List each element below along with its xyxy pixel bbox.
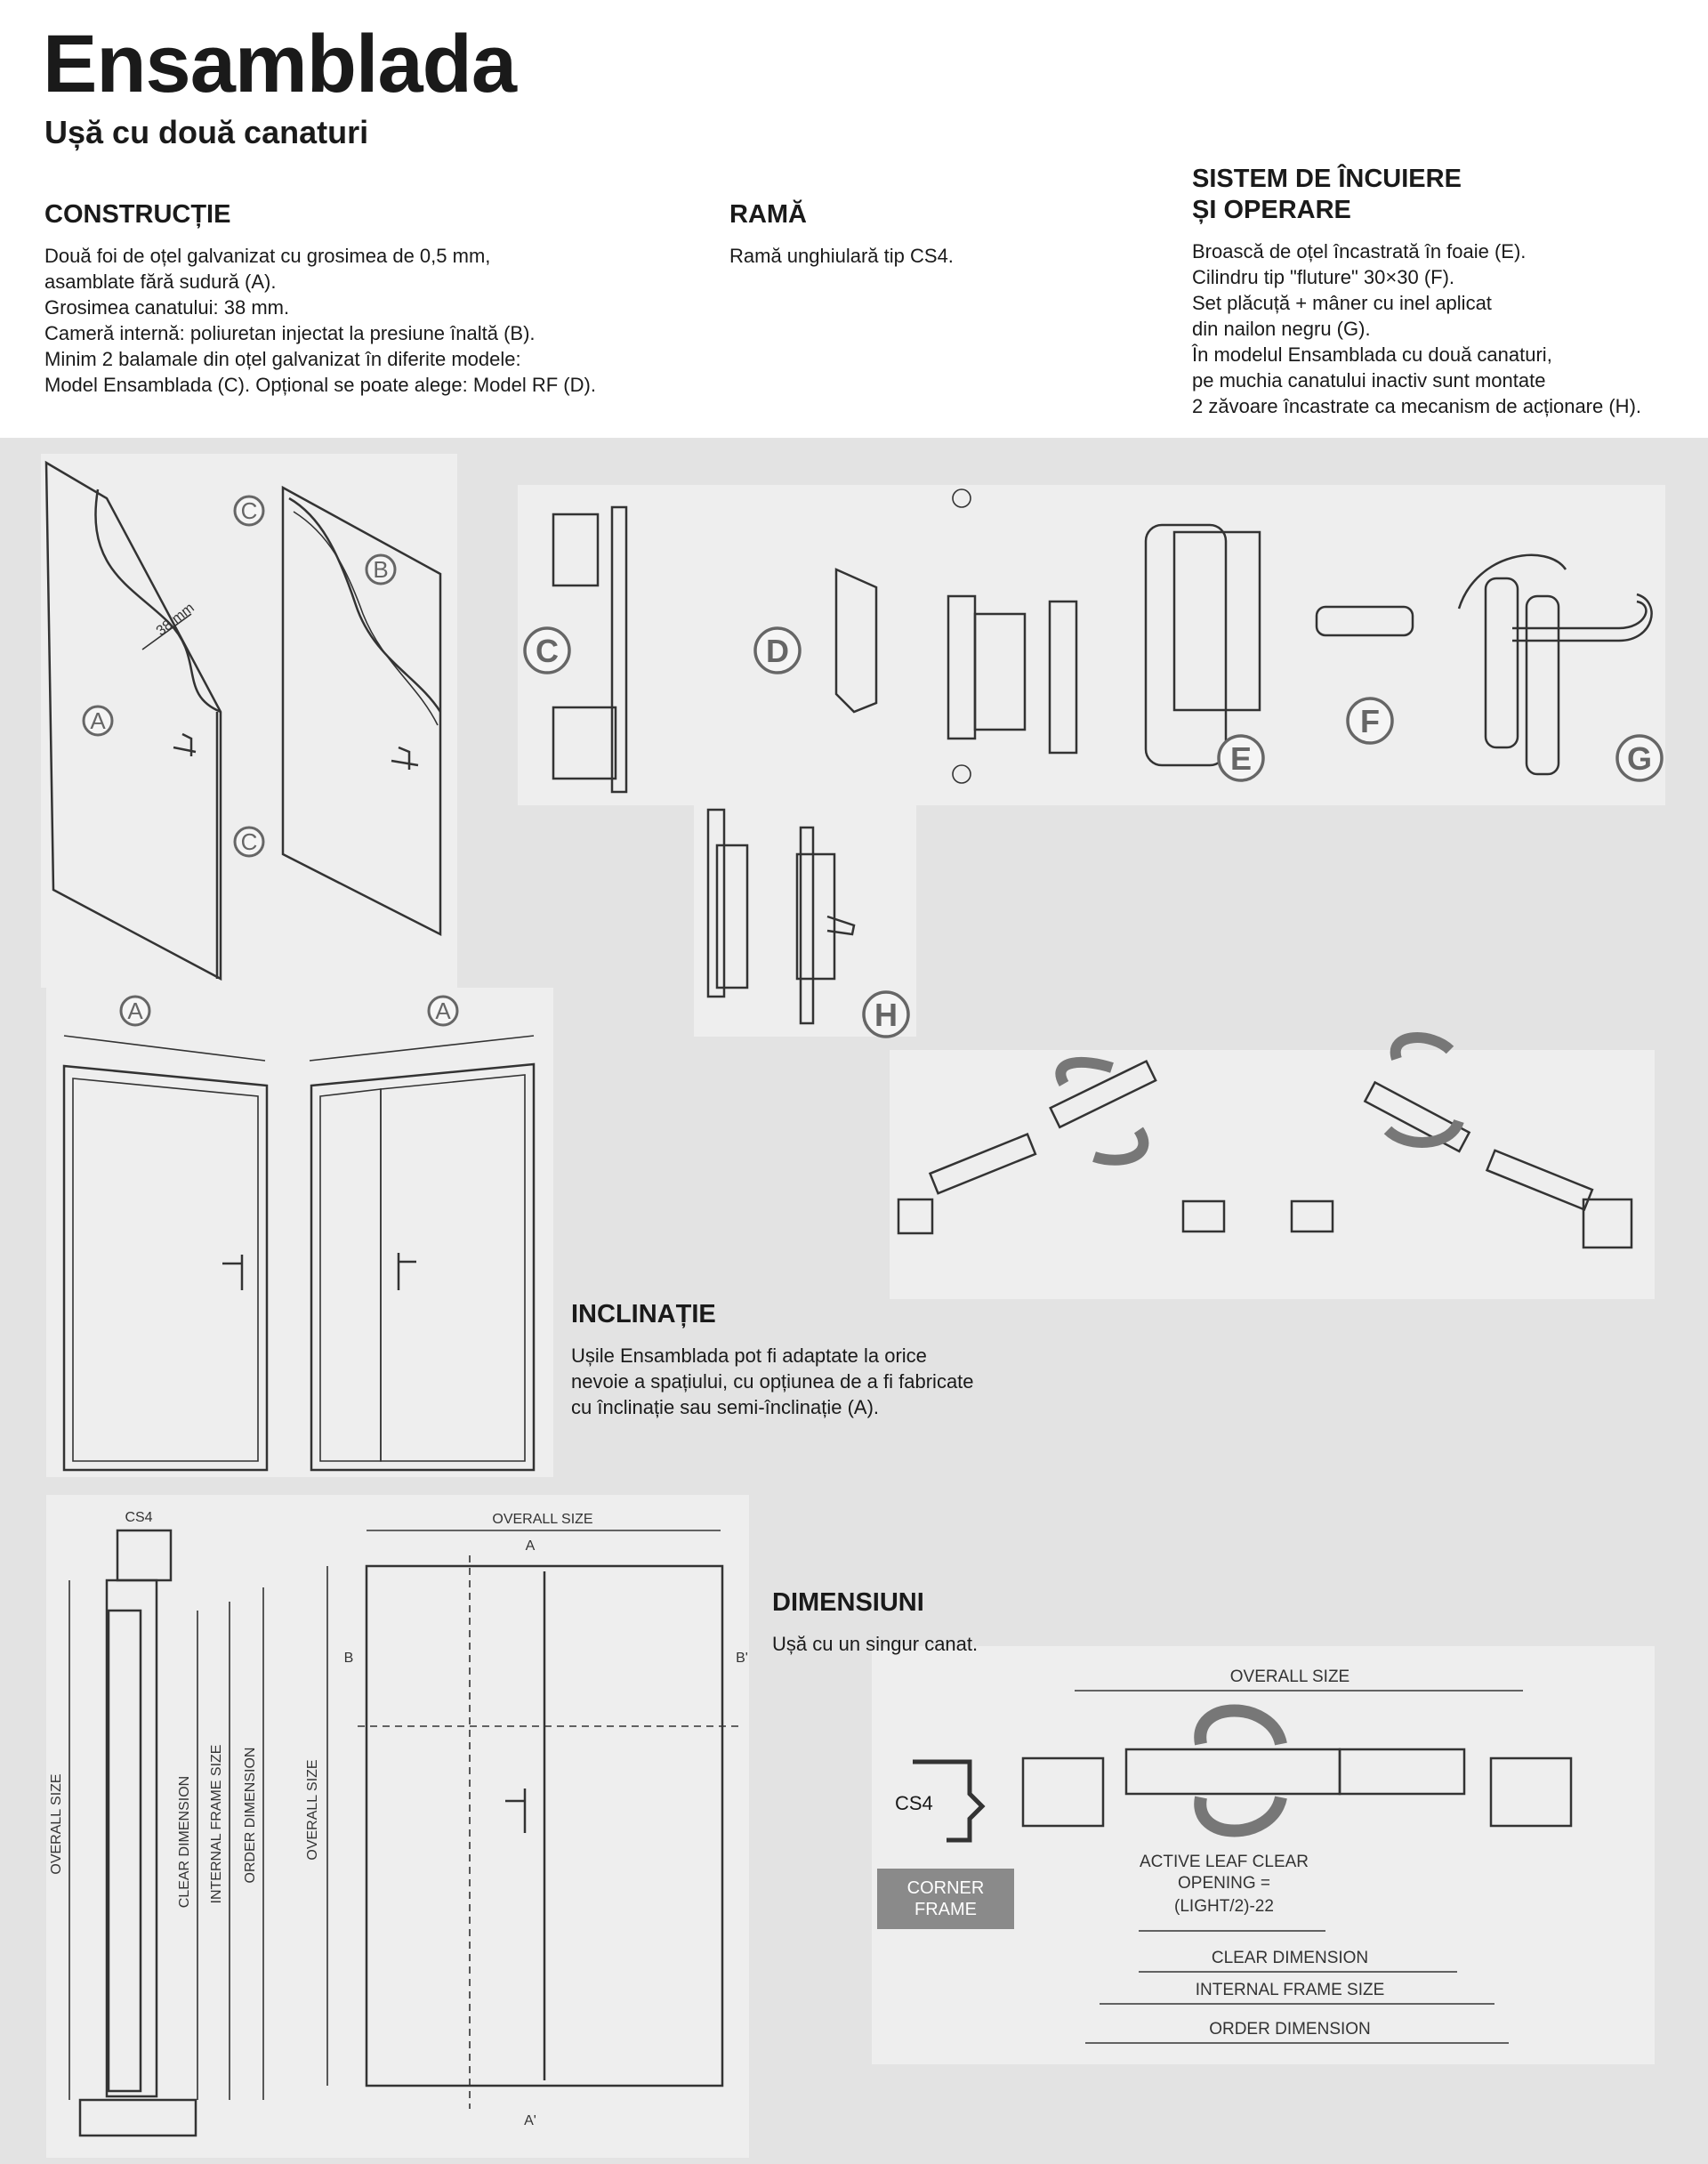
active-leaf-label-2: OPENING = bbox=[1178, 1874, 1270, 1893]
corner-frame-line: FRAME bbox=[914, 1900, 977, 1919]
text-line: În modelul Ensamblada cu două canaturi, bbox=[1192, 343, 1552, 366]
label-A-circle bbox=[84, 707, 112, 735]
corner-frame-line: CORNER bbox=[906, 1878, 985, 1898]
handle-icon bbox=[173, 734, 196, 756]
plan-wall-right bbox=[1491, 1758, 1571, 1826]
text-line: Model Ensamblada (C). Opțional se poate alege: Model RF (D). bbox=[44, 373, 596, 396]
hinge-d-drawing bbox=[836, 569, 876, 712]
text-line: Minim 2 balamale din oțel galvanizat în diferite modele: bbox=[44, 347, 521, 370]
label-A-circle bbox=[121, 997, 149, 1025]
handle-icon bbox=[222, 1255, 242, 1290]
label-C-circle bbox=[235, 497, 263, 525]
wall bbox=[107, 1580, 157, 2096]
hinge-c-plate-bottom bbox=[553, 707, 616, 779]
handle-icon bbox=[399, 1253, 416, 1290]
text-line: cu înclinație sau semi-înclinație (A). bbox=[571, 1395, 880, 1418]
order-dimension-label: ORDER DIMENSION bbox=[1209, 2020, 1371, 2039]
double-door-leaf-left bbox=[320, 1089, 381, 1461]
inclination-section bbox=[571, 1299, 1034, 1420]
front-label-B: B bbox=[343, 1651, 354, 1666]
handle-icon bbox=[505, 1789, 525, 1833]
handle-plate bbox=[1486, 578, 1518, 747]
internal-frame-label: INTERNAL FRAME SIZE bbox=[1195, 1981, 1385, 1999]
svg-text:C: C bbox=[240, 828, 258, 855]
foam-core-curve-2 bbox=[294, 512, 438, 725]
foam-core-curve bbox=[289, 498, 440, 712]
text-line: Două foi de oțel galvanizat cu grosimea de 0,5 mm, bbox=[44, 244, 491, 267]
text-line: Ramă unghiulară tip CS4. bbox=[729, 244, 954, 267]
page-subtitle: Ușă cu două canaturi bbox=[44, 114, 369, 150]
text-line: Broască de oțel încastrată în foaie (E). bbox=[1192, 239, 1527, 262]
frame-section bbox=[1183, 1201, 1224, 1231]
floor bbox=[80, 2100, 196, 2136]
svg-text:D: D bbox=[766, 633, 789, 669]
svg-text:C: C bbox=[536, 633, 559, 669]
door-leaf-open-left bbox=[931, 1134, 1035, 1193]
cs4-section-label: CS4 bbox=[125, 1510, 153, 1525]
dimensions-heading: DIMENSIUNI bbox=[772, 1588, 924, 1617]
svg-text:B: B bbox=[373, 556, 389, 583]
label-C-circle bbox=[235, 828, 263, 856]
label-H-big bbox=[864, 992, 908, 1037]
text-line: Set plăcuță + mâner cu inel aplicat bbox=[1192, 291, 1492, 314]
hinge-rf-plate bbox=[975, 614, 1025, 730]
hinge-rf-cap bbox=[953, 765, 971, 783]
inclination-dim-line bbox=[310, 1036, 534, 1061]
text-line: 2 zăvoare încastrate ca mecanism de acționare (H). bbox=[1192, 394, 1642, 417]
handle-ring-left bbox=[1060, 1062, 1143, 1160]
text-line: Cilindru tip "fluture" 30×30 (F). bbox=[1192, 265, 1455, 288]
front-label-A: A bbox=[525, 1538, 536, 1554]
corner-frame-text bbox=[907, 1877, 985, 1920]
handle-lever bbox=[1512, 594, 1652, 641]
heading-line: ȘI OPERARE bbox=[1192, 195, 1351, 224]
label-F-big bbox=[1348, 698, 1392, 743]
handle-lever-back bbox=[1459, 555, 1566, 609]
clear-dimension-label: CLEAR DIMENSION bbox=[1211, 1949, 1369, 1967]
label-E-big bbox=[1219, 736, 1263, 780]
mortise-lock bbox=[1146, 525, 1226, 765]
double-door-leaf-right bbox=[381, 1075, 525, 1461]
internal-frame-label: INTERNAL FRAME SIZE bbox=[209, 1744, 224, 1904]
frame-heading: RAMĂ bbox=[729, 200, 807, 229]
door-leaf-left bbox=[46, 463, 221, 979]
order-dimension-label: ORDER DIMENSION bbox=[243, 1747, 258, 1884]
active-leaf-label-3: (LIGHT/2)-22 bbox=[1174, 1897, 1274, 1916]
mortise-lock-case bbox=[1174, 532, 1260, 710]
front-label-A2: A' bbox=[524, 2113, 536, 2128]
svg-text:A: A bbox=[90, 707, 106, 734]
text-line: Cameră internă: poliuretan injectat la presiune înaltă (B). bbox=[44, 321, 536, 344]
heading-line: SISTEM DE ÎNCUIERE bbox=[1192, 165, 1462, 193]
inclination-dim-line bbox=[64, 1036, 265, 1061]
double-door-frame bbox=[311, 1064, 534, 1470]
cs4-label: CS4 bbox=[895, 1792, 933, 1814]
flush-bolt-lever bbox=[827, 916, 854, 934]
corner-frame-badge bbox=[877, 1869, 1014, 1929]
text-line: Ușile Ensamblada pot fi adaptate la orice bbox=[571, 1344, 927, 1367]
handle-icon bbox=[391, 747, 418, 770]
cylinder bbox=[1317, 607, 1413, 635]
label-A-circle bbox=[429, 997, 457, 1025]
hinge-c-pin bbox=[612, 507, 626, 792]
svg-text:A: A bbox=[127, 997, 143, 1024]
inclination-heading: INCLINAȚIE bbox=[571, 1300, 716, 1328]
frame-section bbox=[1292, 1201, 1333, 1231]
frame-section-right bbox=[1583, 1199, 1631, 1248]
frame-section-left bbox=[898, 1199, 932, 1233]
svg-text:E: E bbox=[1229, 740, 1253, 777]
dimensions-section bbox=[772, 1587, 1217, 1657]
overall-size-label: OVERALL SIZE bbox=[492, 1512, 593, 1527]
text-line: nevoie a spațiului, cu opțiunea de a fi fabricate bbox=[571, 1369, 974, 1393]
svg-text:G: G bbox=[1626, 740, 1653, 777]
text-line: asamblate fără sudură (A). bbox=[44, 270, 277, 293]
svg-text:C: C bbox=[240, 497, 258, 524]
plan-leaf-inactive bbox=[1340, 1749, 1464, 1794]
label-C-big bbox=[525, 628, 569, 673]
hinge-c-plate-top bbox=[553, 514, 598, 585]
plan-leaf-active bbox=[1126, 1749, 1340, 1794]
overall-size-label: OVERALL SIZE bbox=[49, 1773, 64, 1875]
clear-dimension-label: CLEAR DIMENSION bbox=[177, 1775, 192, 1909]
inclination-text bbox=[571, 1343, 1034, 1420]
single-door-frame bbox=[64, 1066, 267, 1470]
plan-wall-left bbox=[1023, 1758, 1103, 1826]
text-line: Grosimea canatului: 38 mm. bbox=[44, 295, 290, 319]
front-label-B2: B' bbox=[736, 1651, 748, 1666]
active-leaf-label-1: ACTIVE LEAF CLEAR bbox=[1139, 1853, 1309, 1871]
door-leaf-right bbox=[283, 488, 440, 934]
hinge-rf-barrel bbox=[948, 596, 975, 739]
overall-size-label: OVERALL SIZE bbox=[305, 1759, 320, 1861]
svg-text:A: A bbox=[435, 997, 451, 1024]
svg-text:F: F bbox=[1360, 703, 1380, 739]
handle-ring-right bbox=[1388, 1038, 1459, 1143]
flush-bolt-2 bbox=[801, 828, 813, 1023]
hinge-rf-plate-2 bbox=[1050, 602, 1076, 753]
text-line: din nailon negru (G). bbox=[1192, 317, 1371, 340]
label-D-big bbox=[755, 628, 800, 673]
door-leaf-section bbox=[109, 1611, 141, 2091]
plan-handle-ring bbox=[1200, 1711, 1281, 1831]
dimensions-text: Ușă cu un singur canat. bbox=[772, 1632, 979, 1655]
svg-text:H: H bbox=[874, 997, 898, 1033]
page-title: Ensamblada bbox=[43, 19, 516, 109]
construction-heading: CONSTRUCȚIE bbox=[44, 200, 231, 229]
single-door-leaf bbox=[73, 1078, 258, 1461]
door-leaf-open-right-2 bbox=[1487, 1151, 1592, 1209]
text-line: pe muchia canatului inactiv sunt montate bbox=[1192, 368, 1546, 392]
flush-bolt-1-plate bbox=[717, 845, 747, 988]
handle-plate-2 bbox=[1527, 596, 1559, 774]
thickness-label: 38 mm bbox=[153, 600, 197, 640]
hinge-rf-cap bbox=[953, 489, 971, 507]
label-B-circle bbox=[367, 555, 395, 584]
label-G-big bbox=[1617, 736, 1662, 780]
overall-size-label: OVERALL SIZE bbox=[1229, 1667, 1350, 1686]
cs4-frame-top bbox=[117, 1530, 171, 1580]
